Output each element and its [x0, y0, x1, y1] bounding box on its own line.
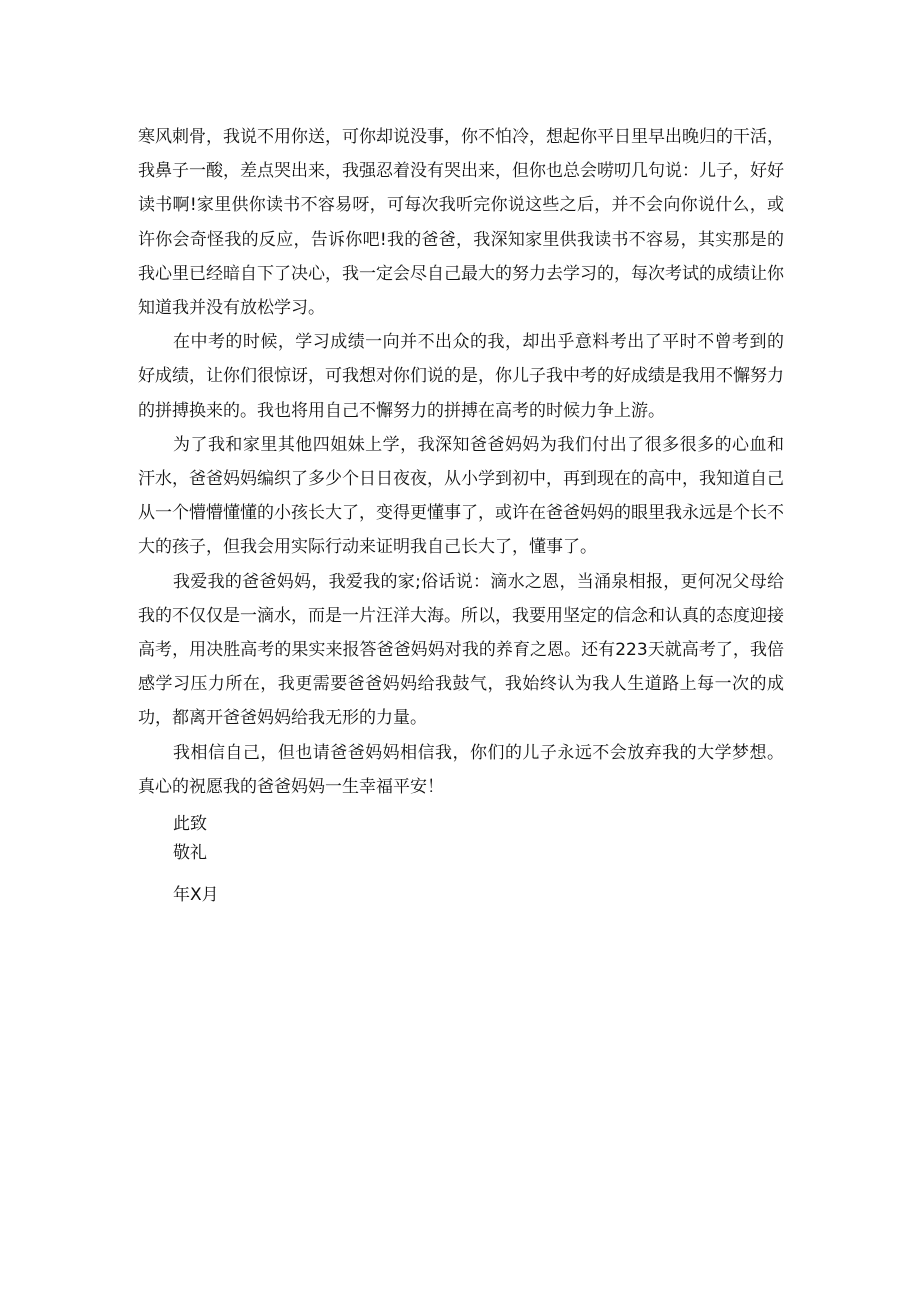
paragraph-2: 在中考的时候，学习成绩一向并不出众的我，却出乎意料考出了平时不曾考到的好成绩，让你们很惊讶，可我想对你们说的是，你儿子我中考的好成绩是我用不懈努力的拼搏换来的。我也将用自己不懈努力的拼搏在高考的时候力争上游。: [138, 332, 784, 421]
letter-body: [138, 120, 784, 910]
paragraph-4: 我爱我的爸爸妈妈，我爱我的家;俗话说：滴水之恩，当涌泉相报，更何况父母给我的不仅仅是一滴水，而是一片汪洋大海。所以，我要用坚定的信念和认真的态度迎接高考，用决胜高考的果实来报答爸爸妈妈对我的养育之恩。还有223天就高考了，我倍感学习压力所在，我更需要爸爸妈妈给我鼓气，我始终认为我人生道路上每一次的成功，都离开爸爸妈妈给我无形的力量。: [138, 571, 784, 729]
paragraph-3: 为了我和家里其他四姐妹上学，我深知爸爸妈妈为我们付出了很多很多的心血和汗水，爸爸妈妈编织了多少个日日夜夜，从小学到初中，再到现在的高中，我知道自己从一个懵懵懂懂的小孩长大了，变得更懂事了，或许在爸爸妈妈的眼里我永远是个长不大的孩子，但我会用实际行动来证明我自己长大了，懂事了。: [138, 434, 784, 558]
closing-respect: 敬礼: [173, 843, 207, 864]
closing-salutation: 此致: [173, 814, 207, 835]
paragraph-1: 寒风刺骨，我说不用你送，可你却说没事，你不怕冷，想起你平日里早出晚归的干活，我鼻子一酸，差点哭出来，我强忍着没有哭出来，但你也总会唠叨几句说：儿子，好好读书啊!家里供你读书不容易呀，可每次我听完你说这些之后，并不会向你说什么，或许你会奇怪我的反应，告诉你吧!我的爸爸，我深知家里供我读书不容易，其实那是的我心里已经暗自下了决心，我一定会尽自己最大的努力去学习的，每次考试的成绩让你知道我并没有放松学习。: [138, 127, 784, 319]
date-line: 年X月: [173, 885, 219, 906]
paragraph-5: 我相信自己，但也请爸爸妈妈相信我，你们的儿子永远不会放弃我的大学梦想。真心的祝愿我的爸爸妈妈一生幸福平安！: [138, 742, 784, 797]
